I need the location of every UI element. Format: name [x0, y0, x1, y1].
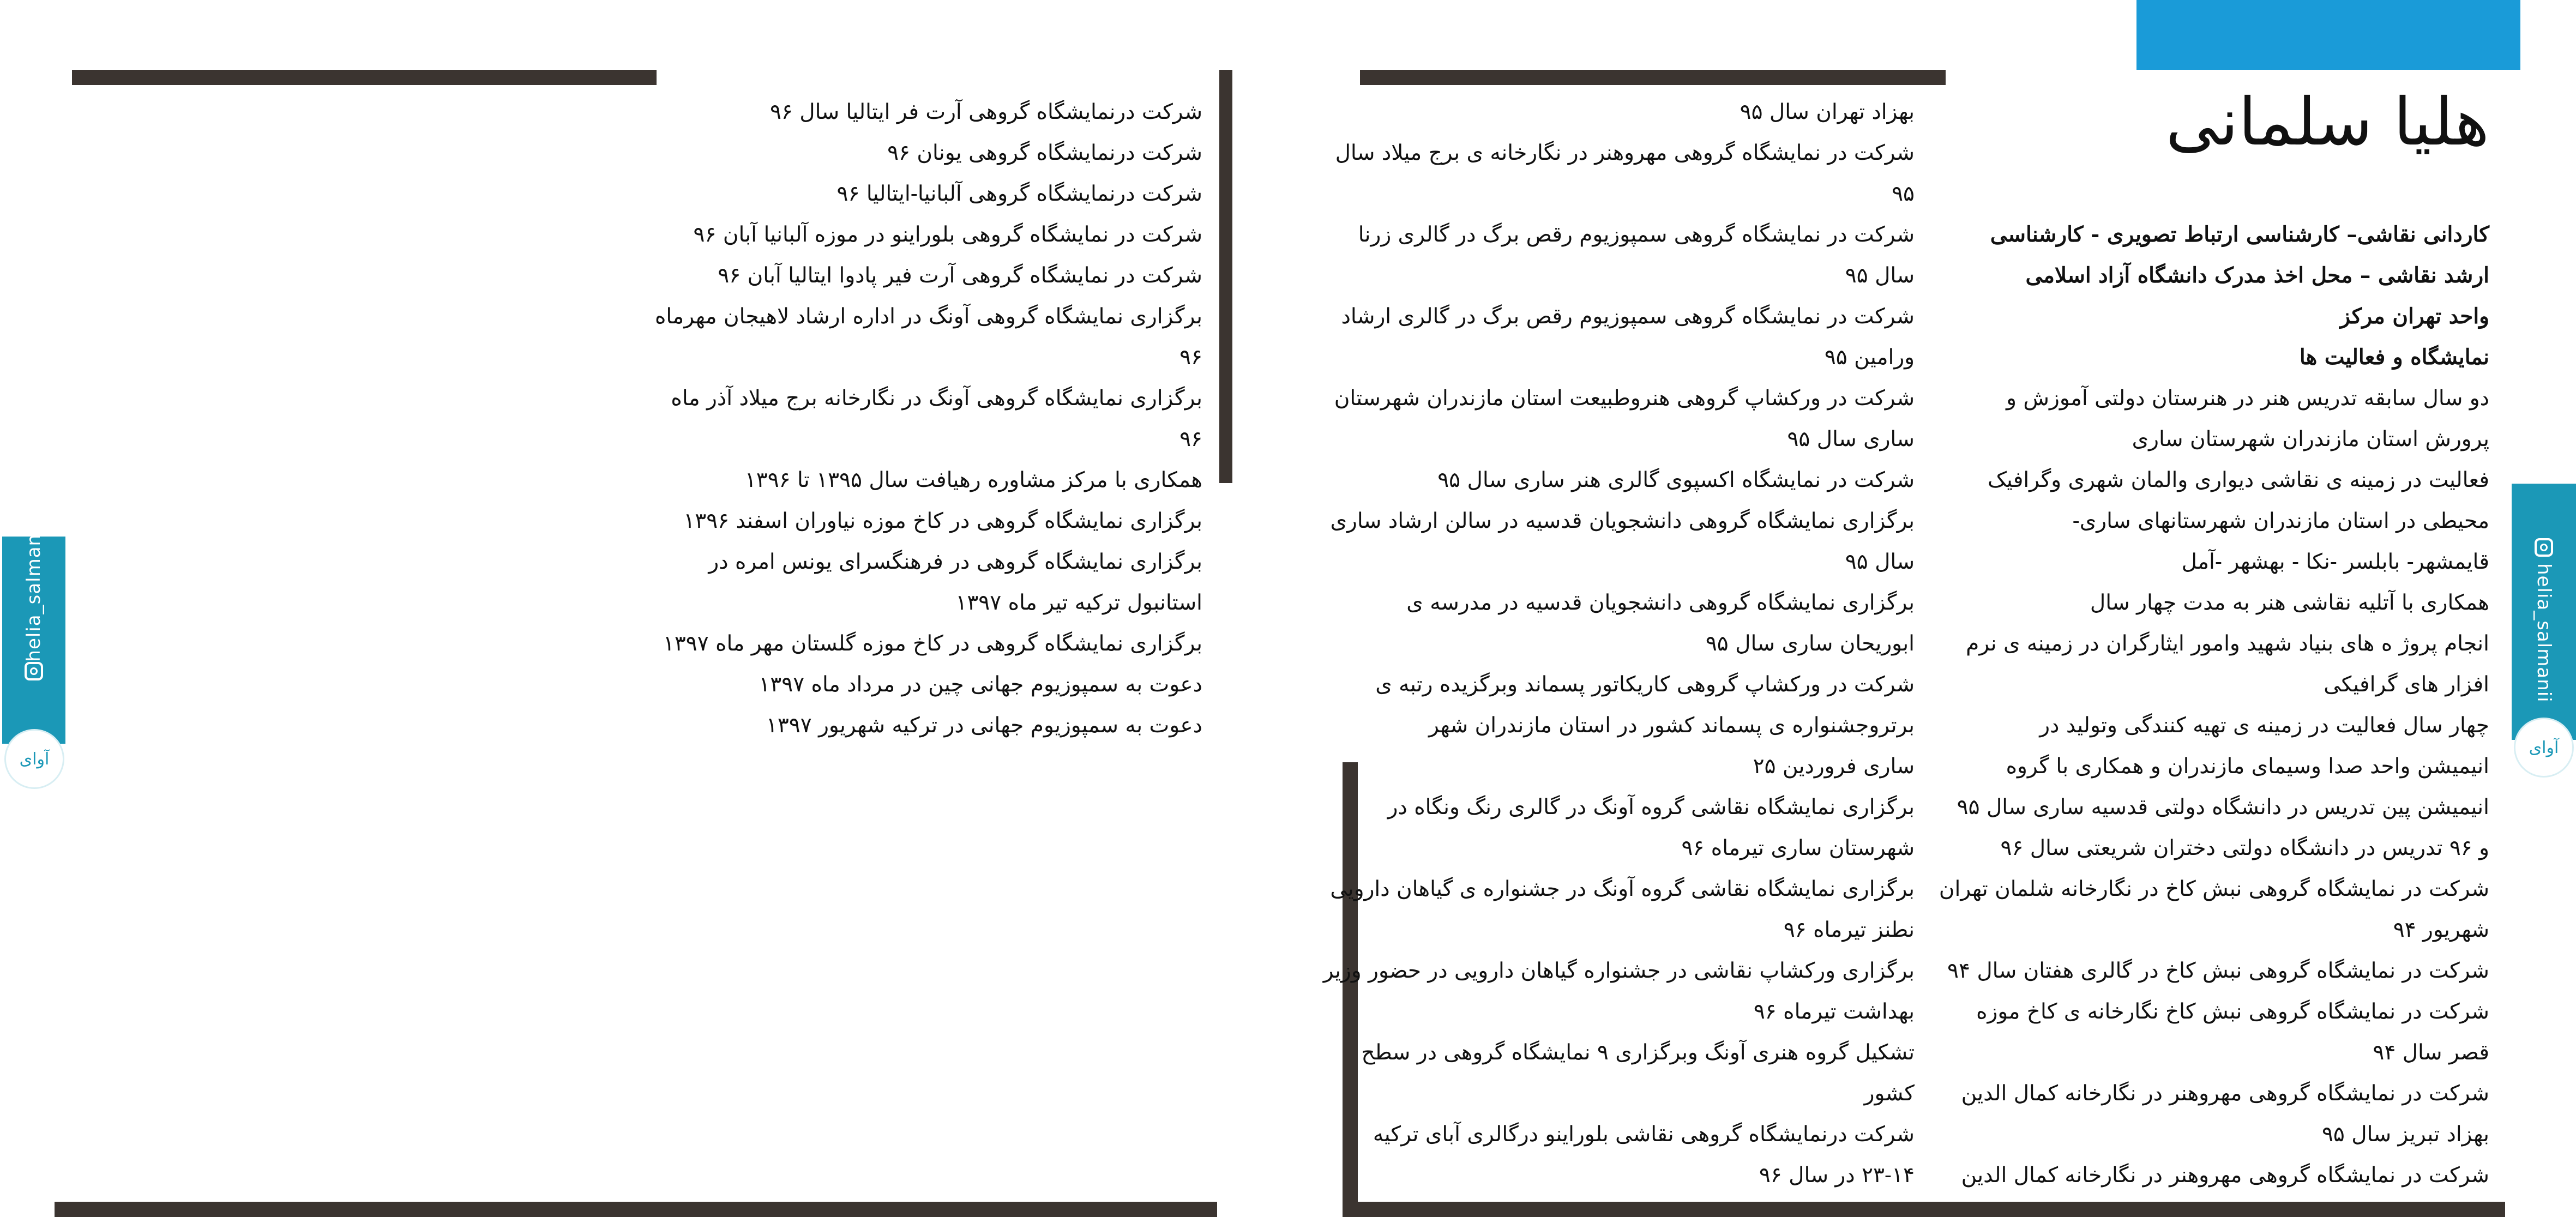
- list-item: برتروجشنواره ی پسماند کشور در استان مازندران شهر: [1429, 713, 1915, 738]
- list-item: شرکت در نمایشگاه گروهی سمپوزیوم رقص برگ در گالری زرنا: [1358, 222, 1915, 247]
- list-item: شرکت در نمایشگاه گروهی مهروهنر در نگارخانه کمال الدین: [1961, 1163, 2489, 1188]
- list-item: شرکت درنمایشگاه گروهی یونان ۹۶: [887, 141, 1202, 165]
- list-item: برگزاری ورکشاپ نقاشی در جشنواره گیاهان دارویی در حضور وزیر: [1323, 959, 1915, 983]
- list-item: انیمیشن پین تدریس در دانشگاه دولتی قدسیه ساری سال ۹۵: [1957, 795, 2489, 820]
- list-item: شرکت درنمایشگاه گروهی آلبانیا-ایتالیا ۹۶: [836, 182, 1202, 206]
- education-line: واحد تهران مرکز: [2340, 304, 2489, 329]
- list-item: کشور: [1864, 1081, 1915, 1106]
- list-item: فعالیت در زمینه ی نقاشی دیواری والمان شهری وگرافیک: [1988, 468, 2489, 492]
- list-item: بهداشت تیرماه ۹۶: [1753, 999, 1915, 1024]
- list-item: دعوت به سمپوزیوم جهانی چین در مرداد ماه ۱۳۹۷: [759, 672, 1202, 697]
- list-item: شرکت درنمایشگاه گروهی نقاشی بلوراینو درگالری آبای ترکیه: [1373, 1122, 1915, 1147]
- list-item: ورامین ۹۵: [1824, 345, 1915, 370]
- list-item: شرکت در نمایشگاه گروهی سمپوزیوم رقص برگ در گالری ارشاد: [1341, 304, 1915, 329]
- list-item: برگزاری نمایشگاه نقاشی گروه آونگ در جشنواره ی گیاهان دارویی: [1330, 877, 1915, 901]
- section-heading: نمایشگاه و فعالیت ها: [2299, 345, 2489, 370]
- list-item: بهزاد تهران سال ۹۵: [1740, 100, 1915, 124]
- resume-name-title: هلیا سلمانی: [2165, 85, 2489, 160]
- list-item: ۹۶: [1179, 345, 1202, 370]
- instagram-handle: helia_salmanii: [2533, 563, 2555, 703]
- list-item: ابوریحان ساری سال ۹۵: [1705, 631, 1915, 656]
- list-item: شرکت در نمایشگاه گروهی مهروهنر در نگارخانه کمال الدین: [1961, 1081, 2489, 1106]
- list-item: استانبول ترکیه تیر ماه ۱۳۹۷: [955, 591, 1202, 615]
- list-item: ۹۶: [1179, 427, 1202, 451]
- education-line: کاردانی نقاشی– کارشناسی ارتباط تصویری - کارشناسی: [1990, 222, 2489, 247]
- list-item: انیمیشن واحد صدا وسیمای مازندران و همکاری با گروه: [2006, 754, 2489, 779]
- list-item: شرکت در نمایشگاه اکسپوی گالری هنر ساری سال ۹۵: [1437, 468, 1915, 492]
- list-item: نطنز تیرماه ۹۶: [1783, 918, 1915, 942]
- list-item: قایمشهر- بابلسر -نکا - بهشهر -آمل: [2181, 550, 2489, 574]
- brand-logo-text: آوای: [2529, 738, 2559, 757]
- list-item: دعوت به سمپوزیوم جهانی در ترکیه شهریور ۱۳۹۷: [766, 713, 1202, 738]
- brand-logo-text: آوای: [19, 749, 50, 769]
- list-item: برگزاری نمایشگاه گروهی آونگ در نگارخانه برج میلاد آذر ماه: [671, 386, 1202, 411]
- list-item: شرکت در ورکشاپ گروهی کاریکاتور پسماند وبرگزیده رتبه ی: [1375, 672, 1915, 697]
- list-item: همکاری با مرکز مشاوره رهیافت سال ۱۳۹۵ تا ۱۳۹۶: [744, 468, 1202, 492]
- list-item: همکاری با آتلیه نقاشی هنر به مدت چهار سال: [2090, 591, 2489, 615]
- list-item: شهرستان ساری تیرماه ۹۶: [1681, 836, 1915, 860]
- list-item: پرورش استان مازندران شهرستان ساری: [2132, 427, 2489, 451]
- list-item: ساری فروردین ۲۵: [1753, 754, 1915, 779]
- right-page-bottom-bar: [1343, 1202, 2505, 1217]
- list-item: برگزاری نمایشگاه گروهی در فرهنگسرای یونس امره در: [708, 550, 1202, 574]
- left-page-side-bar: [1219, 70, 1232, 483]
- list-item: شرکت در نمایشگاه گروهی آرت فیر پادوا ایتالیا آبان ۹۶: [718, 263, 1202, 288]
- list-item: شهریور ۹۴: [2393, 918, 2489, 942]
- list-item: دو سال سابقه تدریس هنر در هنرستان دولتی آموزش و: [2006, 386, 2489, 411]
- left-column: [655, 92, 1202, 746]
- left-handle-strip: [2, 522, 65, 667]
- list-item: شرکت در نمایشگاه گروهی نبش کاخ نگارخانه ی کاخ موزه: [1976, 999, 2489, 1024]
- list-item: شرکت درنمایشگاه گروهی آرت فر ایتالیا سال ۹۶: [769, 100, 1202, 124]
- list-item: ساری سال ۹۵: [1787, 427, 1915, 451]
- list-item: شرکت در نمایشگاه گروهی مهروهنر در نگارخانه ی برج میلاد سال: [1335, 141, 1915, 165]
- list-item: برگزاری نمایشگاه گروهی آونگ در اداره ارشاد لاهیجان مهرماه: [654, 304, 1202, 329]
- brand-logo: [4, 729, 64, 789]
- list-item: بهزاد تبریز سال ۹۵: [2321, 1122, 2489, 1147]
- list-item: برگزاری نمایشگاه گروهی دانشجویان قدسیه در سالن ارشاد ساری: [1330, 509, 1915, 533]
- list-item: سال ۹۵: [1845, 263, 1915, 288]
- left-page-top-bar: [72, 70, 657, 85]
- list-item: محیطی در استان مازندران شهرستانهای ساری-: [2072, 509, 2489, 533]
- list-item: تشکیل گروه هنری آونگ وبرگزاری ۹ نمایشگاه گروهی در سطح: [1361, 1040, 1915, 1065]
- brand-logo: [2514, 718, 2574, 778]
- middle-column: [1323, 92, 1915, 1196]
- education-line: ارشد نقاشی – محل اخذ مدرک دانشگاه آزاد اسلامی: [2025, 263, 2489, 288]
- list-item: ۹۵: [1892, 182, 1915, 206]
- right-column: [1939, 214, 2489, 1196]
- middle-column-top-bar: [1360, 70, 1946, 85]
- list-item: قصر سال ۹۴: [2373, 1040, 2489, 1065]
- list-item: شرکت در نمایشگاه گروهی نبش کاخ در گالری هفتان سال ۹۴: [1947, 959, 2489, 983]
- list-item: شرکت در نمایشگاه گروهی نبش کاخ در نگارخانه شلمان تهران: [1939, 877, 2489, 901]
- list-item: چهار سال فعالیت در زمینه ی تهیه کنندگی وتولید در: [2039, 713, 2489, 738]
- list-item: برگزاری نمایشگاه نقاشی گروه آونگ در گالری رنگ ونگاه در: [1387, 795, 1915, 820]
- list-item: برگزاری نمایشگاه گروهی در کاخ موزه نیاوران اسفند ۱۳۹۶: [683, 509, 1202, 533]
- accent-block: [2136, 0, 2520, 70]
- list-item: انجام پروژ ه های بنیاد شهید وامور ایثارگران در زمینه ی نرم: [1966, 631, 2489, 656]
- instagram-icon: [2535, 538, 2553, 557]
- list-item: و ۹۶ تدریس در دانشگاه دولتی دختران شریعتی سال ۹۶: [2000, 836, 2489, 860]
- left-page-bottom-bar: [55, 1202, 1217, 1217]
- right-social-strip: [2512, 484, 2576, 740]
- instagram-handle: helia_salmanii: [23, 522, 45, 662]
- list-item: ۲۳-۱۴ در سال ۹۶: [1759, 1163, 1915, 1188]
- list-item: برگزاری نمایشگاه گروهی دانشجویان قدسیه در مدرسه ی: [1406, 591, 1915, 615]
- list-item: برگزاری نمایشگاه گروهی در کاخ موزه گلستان مهر ماه ۱۳۹۷: [663, 631, 1202, 656]
- list-item: شرکت در ورکشاپ گروهی هنروطبیعت استان مازندران شهرستان: [1334, 386, 1915, 411]
- list-item: شرکت در نمایشگاه گروهی بلوراینو در موزه آلبانیا آبان ۹۶: [693, 222, 1202, 247]
- list-item: سال ۹۵: [1845, 550, 1915, 574]
- list-item: افزار های گرافیکی: [2324, 672, 2489, 697]
